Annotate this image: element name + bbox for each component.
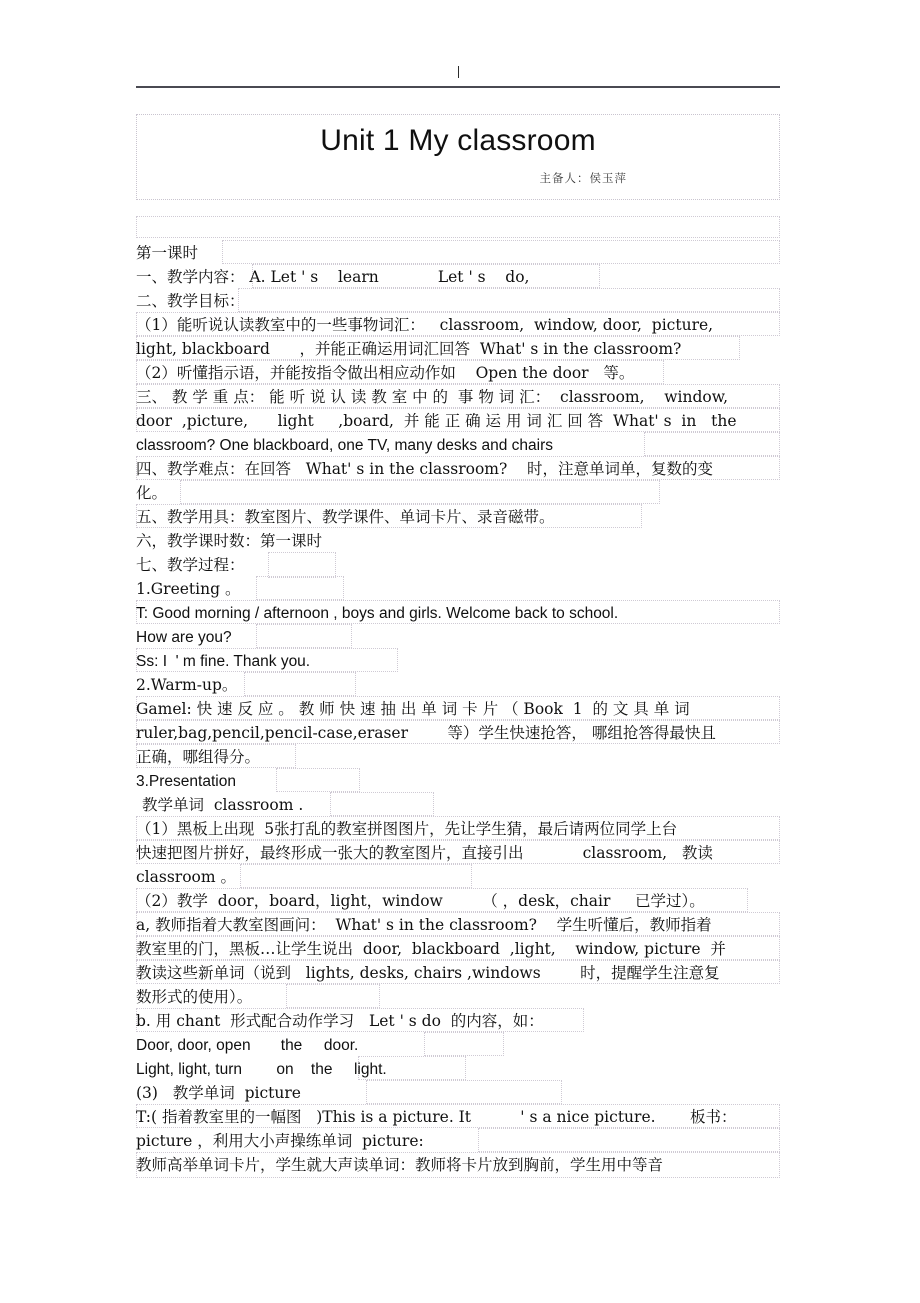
ocr-region-box xyxy=(244,672,356,696)
text-line: b. 用 chant 形式配合动作学习 Let ' s do 的内容，如： xyxy=(136,1012,544,1030)
text-line: 3.Presentation xyxy=(136,773,236,790)
text-line: picture ，利用大小声操练单词 picture: xyxy=(136,1132,424,1150)
text-line: T:( 指着教室里的一幅图 )This is a picture. It ' s a nice picture. 板书： xyxy=(136,1108,737,1126)
text-line: 一、教学内容： A. Let ' s learn Let ' s do, xyxy=(136,268,530,286)
text-line: classroom 。 xyxy=(136,868,236,886)
text-line: 教学单词 classroom . xyxy=(142,796,304,814)
text-line: Light, light, turn on the light. xyxy=(136,1061,387,1078)
text-line: 教室里的门，黑板…让学生说出 door, blackboard ,light, window, picture 并 xyxy=(136,940,726,958)
text-line: How are you? xyxy=(136,629,232,646)
text-line: （2）听懂指示语，并能按指令做出相应动作如 Open the door 等。 xyxy=(136,364,635,382)
ocr-region-box xyxy=(222,240,780,264)
text-line: 五、教学用具：教室图片、教学课件、单词卡片、录音磁带。 xyxy=(136,508,555,526)
text-cursor-caret xyxy=(458,66,459,78)
text-line: 六，教学课时数：第一课时 xyxy=(136,532,323,550)
text-line: Gamel: 快 速 反 应 。 教 师 快 速 抽 出 单 词 卡 片 （ Book 1 的 文 具 单 词 xyxy=(136,700,690,718)
text-line: 四、教学难点：在回答 What' s in the classroom? 时，注意单词单，复数的变 xyxy=(136,460,713,478)
text-line: 正确，哪组得分。 xyxy=(136,748,261,766)
text-line: 快速把图片拼好，最终形成一张大的教室图片，直接引出 classroom, 教读 xyxy=(136,844,713,862)
ocr-region-box xyxy=(256,576,344,600)
text-line: （1）黑板上出现 5张打乱的教室拼图图片，先让学生猜，最后请两位同学上台 xyxy=(136,820,678,838)
text-line: a, 教师指着大教室图画问： What' s in the classroom? 学生听懂后，教师指着 xyxy=(136,916,712,934)
ocr-region-box xyxy=(424,1032,504,1056)
text-line: (3) 教学单词 picture xyxy=(136,1084,301,1102)
ocr-region-box xyxy=(136,216,780,238)
text-line: 化。 xyxy=(136,484,168,502)
page-title: Unit 1 My classroom xyxy=(320,124,596,157)
text-line: ruler,bag,pencil,pencil-case,eraser 等）学生快速抢答， 哪组抢答得最快且 xyxy=(136,724,716,742)
text-line: 数形式的使用）。 xyxy=(136,988,253,1006)
text-line: 教师高举单词卡片，学生就大声读单词：教师将卡片放到胸前，学生用中等音 xyxy=(136,1156,664,1174)
ocr-region-box xyxy=(330,792,434,816)
text-line: 二、教学目标： xyxy=(136,292,245,310)
ocr-region-box xyxy=(478,1128,780,1152)
ocr-region-box xyxy=(286,984,380,1008)
text-line: T: Good morning / afternoon , boys and girls. Welcome back to school. xyxy=(136,605,619,622)
text-line: 三、 教 学 重 点： 能 听 说 认 读 教 室 中 的 事 物 词 汇： classroom, window, xyxy=(136,388,729,406)
text-line: 七、教学过程： xyxy=(136,556,245,574)
ocr-region-box xyxy=(644,432,780,456)
text-line: 第一课时 xyxy=(136,244,199,262)
text-line: Door, door, open the door. xyxy=(136,1037,359,1054)
author-line: 主备人：侯玉萍 xyxy=(539,171,627,185)
text-line: Ss: I ' m fine. Thank you. xyxy=(136,653,311,670)
header-divider-rule xyxy=(136,86,780,88)
ocr-region-box xyxy=(276,768,360,792)
ocr-region-box xyxy=(180,480,660,504)
ocr-region-box xyxy=(238,288,780,312)
ocr-region-box xyxy=(256,624,352,648)
title-block xyxy=(136,114,780,200)
text-line: door ,picture, light ,board, 并 能 正 确 运 用 词 汇 回 答 What' s in the xyxy=(136,412,737,430)
ocr-region-box xyxy=(366,1080,562,1104)
text-line: light, blackboard ，并能正确运用词汇回答 What' s in the classroom? xyxy=(136,340,682,358)
text-line: （1）能听说认读教室中的一些事物词汇： classroom, window, door, picture, xyxy=(136,316,714,334)
text-line: 1.Greeting 。 xyxy=(136,580,241,598)
text-line: 2.Warm-up。 xyxy=(136,676,238,694)
text-line: （2）教学 door，board，light，window （ ，desk，chair 已学过）。 xyxy=(136,892,705,910)
ocr-region-box xyxy=(268,552,336,578)
text-line: classroom? One blackboard, one TV, many desks and chairs xyxy=(136,437,554,454)
text-line: 教读这些新单词（说到 lights, desks, chairs ,windows 时，提醒学生注意复 xyxy=(136,964,720,982)
page-header xyxy=(136,66,780,88)
ocr-region-box xyxy=(240,864,472,888)
